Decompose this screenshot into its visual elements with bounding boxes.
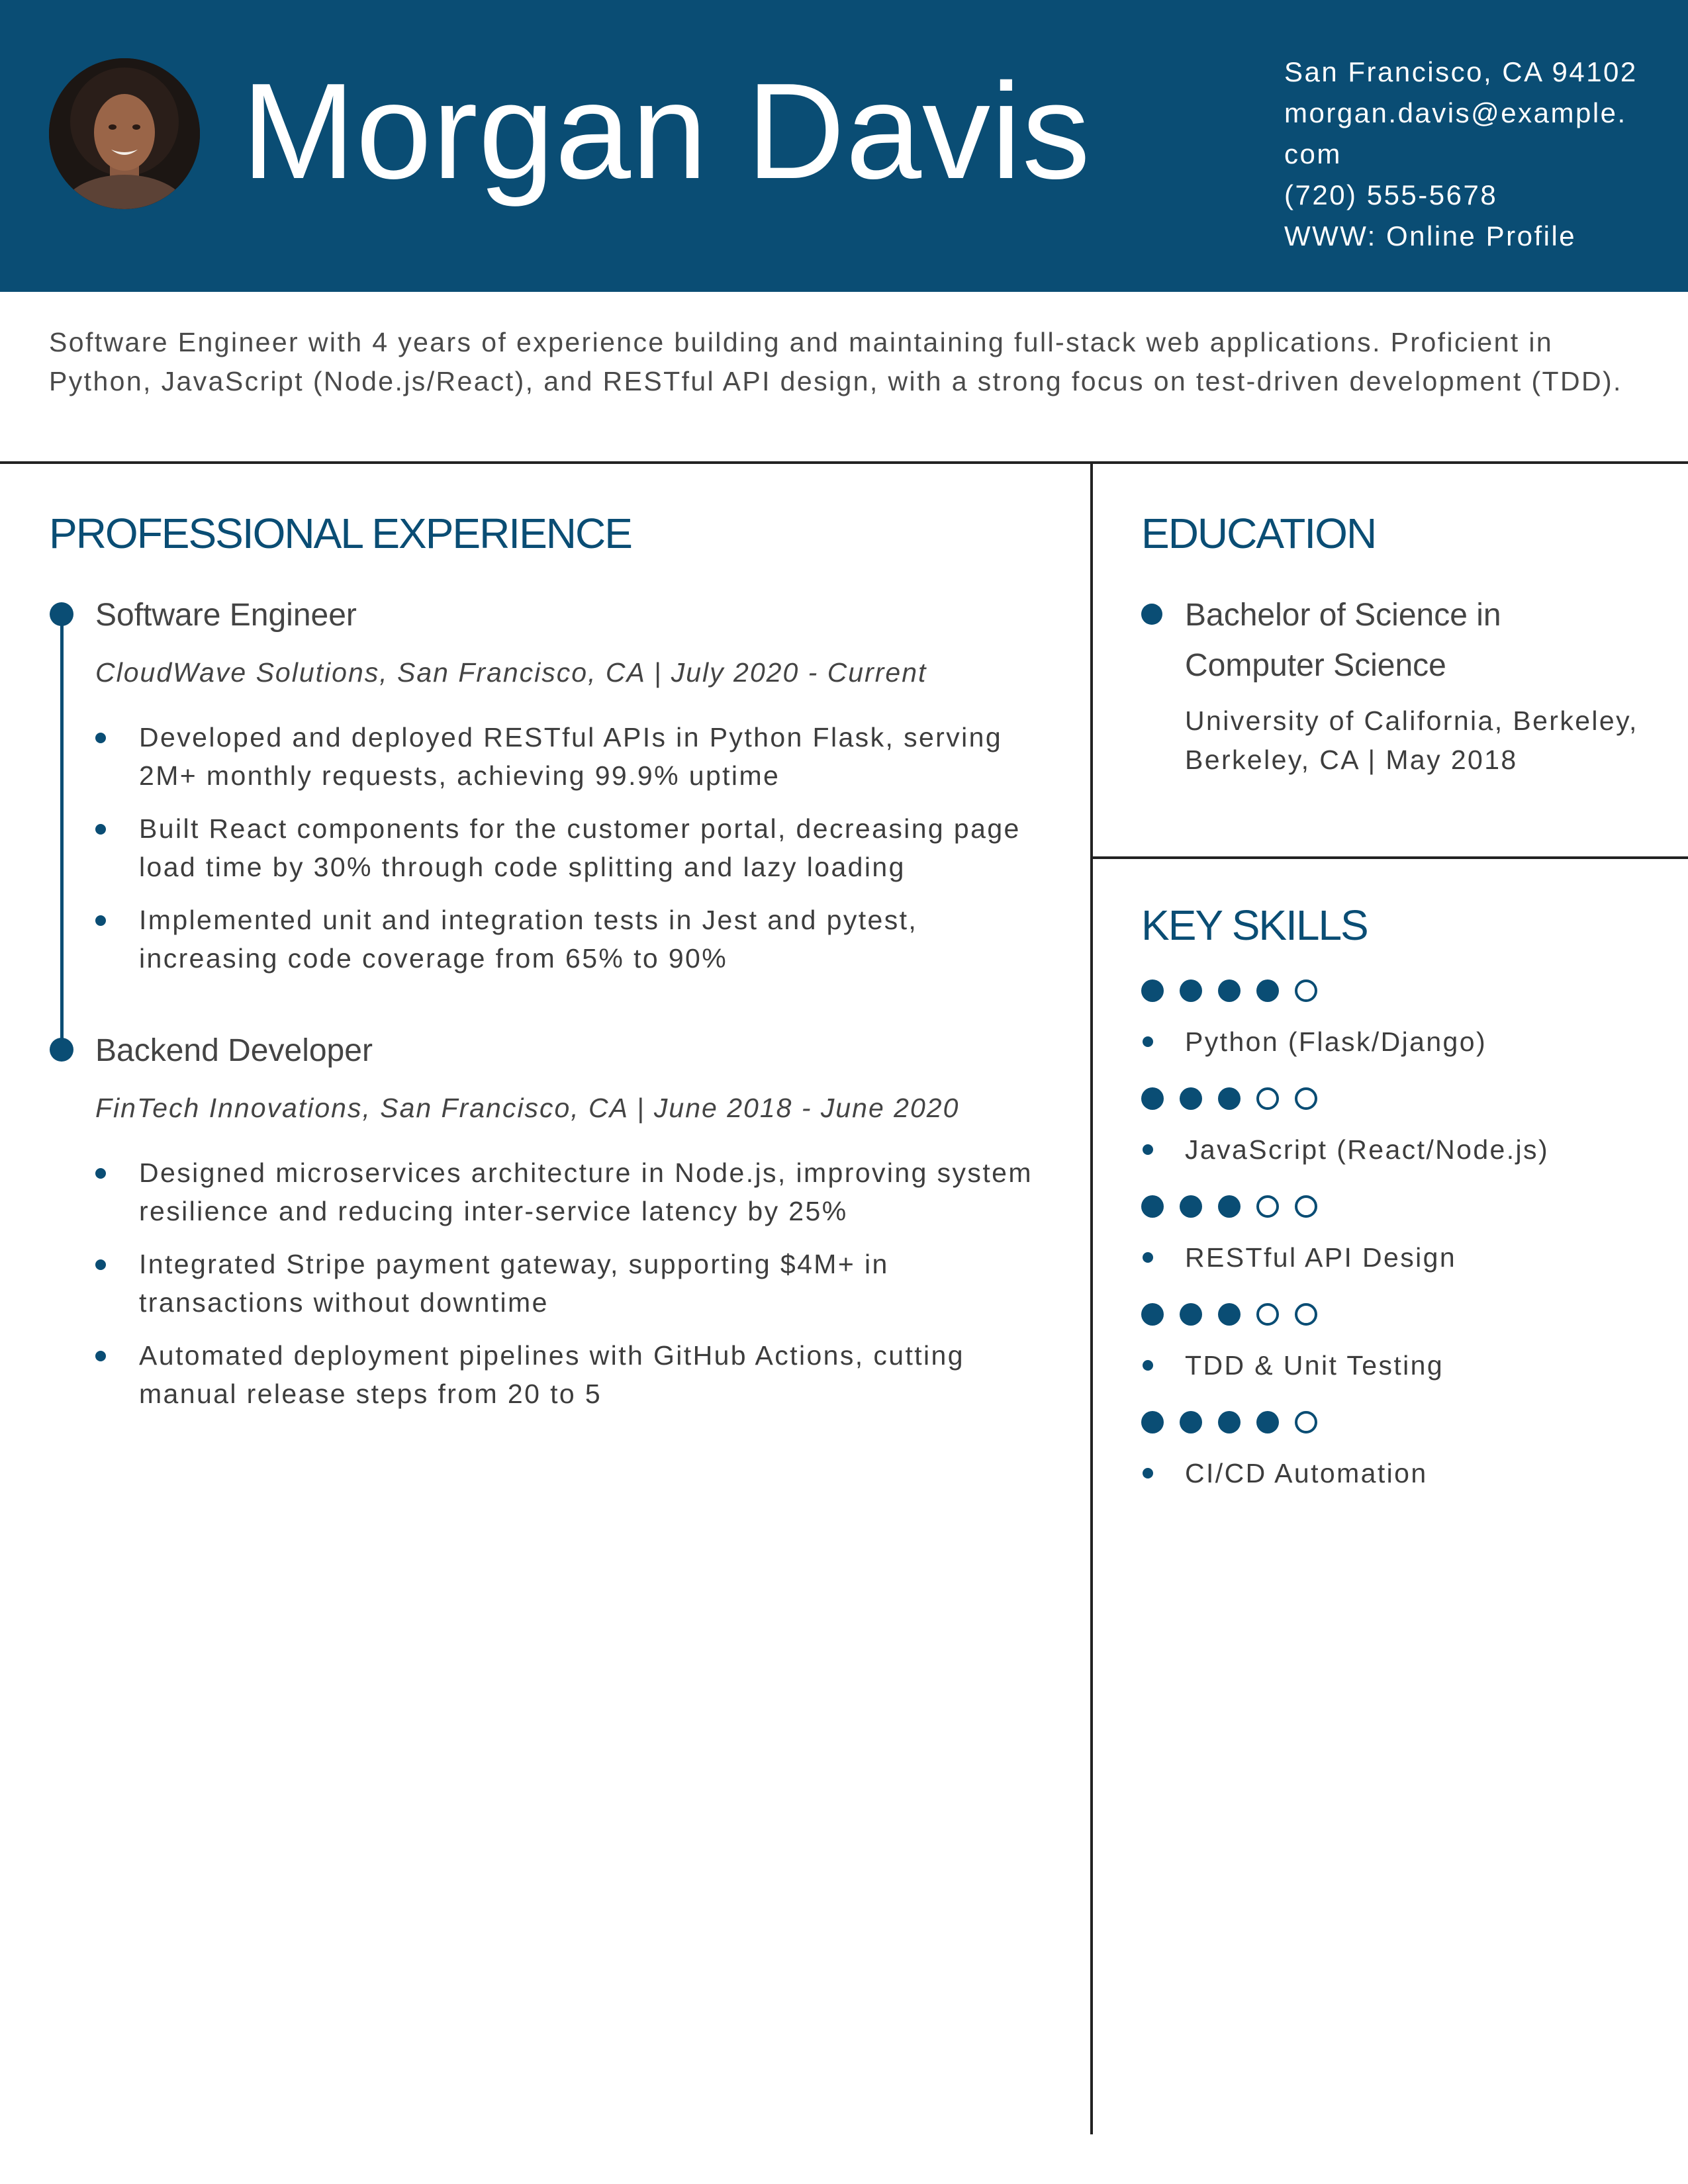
skill-rating xyxy=(1141,1411,1317,1433)
rating-dot-filled xyxy=(1141,1087,1164,1110)
job-dates: | June 2018 - June 2020 xyxy=(628,1093,960,1123)
skill-name: CI/CD Automation xyxy=(1185,1458,1428,1488)
column-divider xyxy=(1090,463,1093,2134)
list-item: Designed microservices architecture in Node.js, improving system resilience and reducing inter-service latency by 25% xyxy=(95,1154,1035,1230)
profile-photo xyxy=(49,58,200,209)
skill-bullet xyxy=(1143,1144,1153,1155)
rating-dot-filled xyxy=(1180,1195,1202,1218)
list-item: Built React components for the customer portal, decreasing page load time by 30% through code splitting and lazy loading xyxy=(95,809,1035,886)
job-title: Software Engineer xyxy=(95,598,357,633)
education-school: University of California, Berkeley, Berkeley, CA | May 2018 xyxy=(1185,705,1638,775)
job-meta xyxy=(95,653,927,692)
rating-dot-filled xyxy=(1256,1411,1279,1433)
timeline-dot xyxy=(50,1038,73,1062)
skill-rating xyxy=(1141,979,1317,1002)
skill-bullet xyxy=(1143,1036,1153,1047)
rating-dot-filled xyxy=(1218,979,1241,1002)
skill-bullet xyxy=(1143,1252,1153,1263)
rating-dot-empty xyxy=(1256,1303,1279,1326)
contact-info xyxy=(1284,52,1675,257)
job-title: Backend Developer xyxy=(95,1033,373,1068)
skill-name: Python (Flask/Django) xyxy=(1185,1026,1487,1057)
portrait-image xyxy=(49,58,200,209)
rating-dot-filled xyxy=(1180,979,1202,1002)
rating-dot-filled xyxy=(1141,1303,1164,1326)
skill-bullet xyxy=(1143,1360,1153,1371)
list-item: Automated deployment pipelines with GitHub Actions, cutting manual release steps from 20 to 5 xyxy=(95,1336,1035,1413)
rating-dot-filled xyxy=(1141,1195,1164,1218)
contact-address: San Francisco, CA 94102 xyxy=(1284,56,1638,87)
skill-rating xyxy=(1141,1195,1317,1218)
job-company: CloudWave Solutions xyxy=(95,657,380,688)
rating-dot-empty xyxy=(1256,1195,1279,1218)
skill-name: TDD & Unit Testing xyxy=(1185,1350,1444,1381)
rating-dot-filled xyxy=(1218,1411,1241,1433)
job-dates: | July 2020 - Current xyxy=(645,657,927,688)
contact-email[interactable]: morgan.davis@example. xyxy=(1284,97,1627,128)
education-degree: Bachelor of Science in Computer Science xyxy=(1185,598,1501,683)
experience-timeline xyxy=(60,613,64,1050)
rating-dot-filled xyxy=(1180,1411,1202,1433)
rating-dot-filled xyxy=(1256,979,1279,1002)
skill-name: RESTful API Design xyxy=(1185,1242,1457,1273)
candidate-name: Morgan Davis xyxy=(242,55,1091,207)
list-item: Developed and deployed RESTful APIs in Python Flask, serving 2M+ monthly requests, achieving 99.9% uptime xyxy=(95,718,1035,795)
rating-dot-empty xyxy=(1295,979,1317,1002)
professional-summary: Software Engineer with 4 years of experience building and maintaining full-stack web applications. Proficient in Python, JavaScript (Node.js/React), and RESTful API design, with a strong focus on test-driven development (TDD). xyxy=(49,327,1622,396)
education-heading: EDUCATION xyxy=(1141,510,1376,557)
job-company: FinTech Innovations xyxy=(95,1093,363,1123)
resume-header xyxy=(0,0,1688,292)
skills-heading: KEY SKILLS xyxy=(1141,901,1368,949)
list-item: Integrated Stripe payment gateway, supporting $4M+ in transactions without downtime xyxy=(95,1245,1035,1322)
education-dot xyxy=(1141,604,1162,625)
job-bullets xyxy=(95,1154,1035,1428)
job-bullets xyxy=(95,718,1035,992)
rating-dot-filled xyxy=(1141,1411,1164,1433)
timeline-dot xyxy=(50,602,73,626)
contact-phone: (720) 555-5678 xyxy=(1284,179,1498,210)
job-meta xyxy=(95,1088,959,1128)
skill-bullet xyxy=(1143,1468,1153,1479)
rating-dot-empty xyxy=(1295,1195,1317,1218)
skill-name: JavaScript (React/Node.js) xyxy=(1185,1134,1550,1165)
contact-website[interactable]: WWW: Online Profile xyxy=(1284,220,1577,251)
rating-dot-empty xyxy=(1295,1411,1317,1433)
rating-dot-filled xyxy=(1218,1087,1241,1110)
job-location: , San Francisco, CA xyxy=(362,1093,628,1123)
rating-dot-empty xyxy=(1295,1087,1317,1110)
skill-rating xyxy=(1141,1303,1317,1326)
rating-dot-empty xyxy=(1295,1303,1317,1326)
education-skills-divider xyxy=(1092,856,1688,859)
rating-dot-filled xyxy=(1180,1303,1202,1326)
contact-email-continued[interactable]: com xyxy=(1284,138,1342,169)
list-item: Implemented unit and integration tests in Jest and pytest, increasing code coverage from 65% to 90% xyxy=(95,901,1035,978)
rating-dot-filled xyxy=(1180,1087,1202,1110)
rating-dot-filled xyxy=(1218,1303,1241,1326)
rating-dot-empty xyxy=(1256,1087,1279,1110)
rating-dot-filled xyxy=(1141,979,1164,1002)
skill-rating xyxy=(1141,1087,1317,1110)
summary-divider xyxy=(0,461,1688,464)
job-location: , San Francisco, CA xyxy=(379,657,645,688)
rating-dot-filled xyxy=(1218,1195,1241,1218)
experience-heading: PROFESSIONAL EXPERIENCE xyxy=(49,510,632,557)
